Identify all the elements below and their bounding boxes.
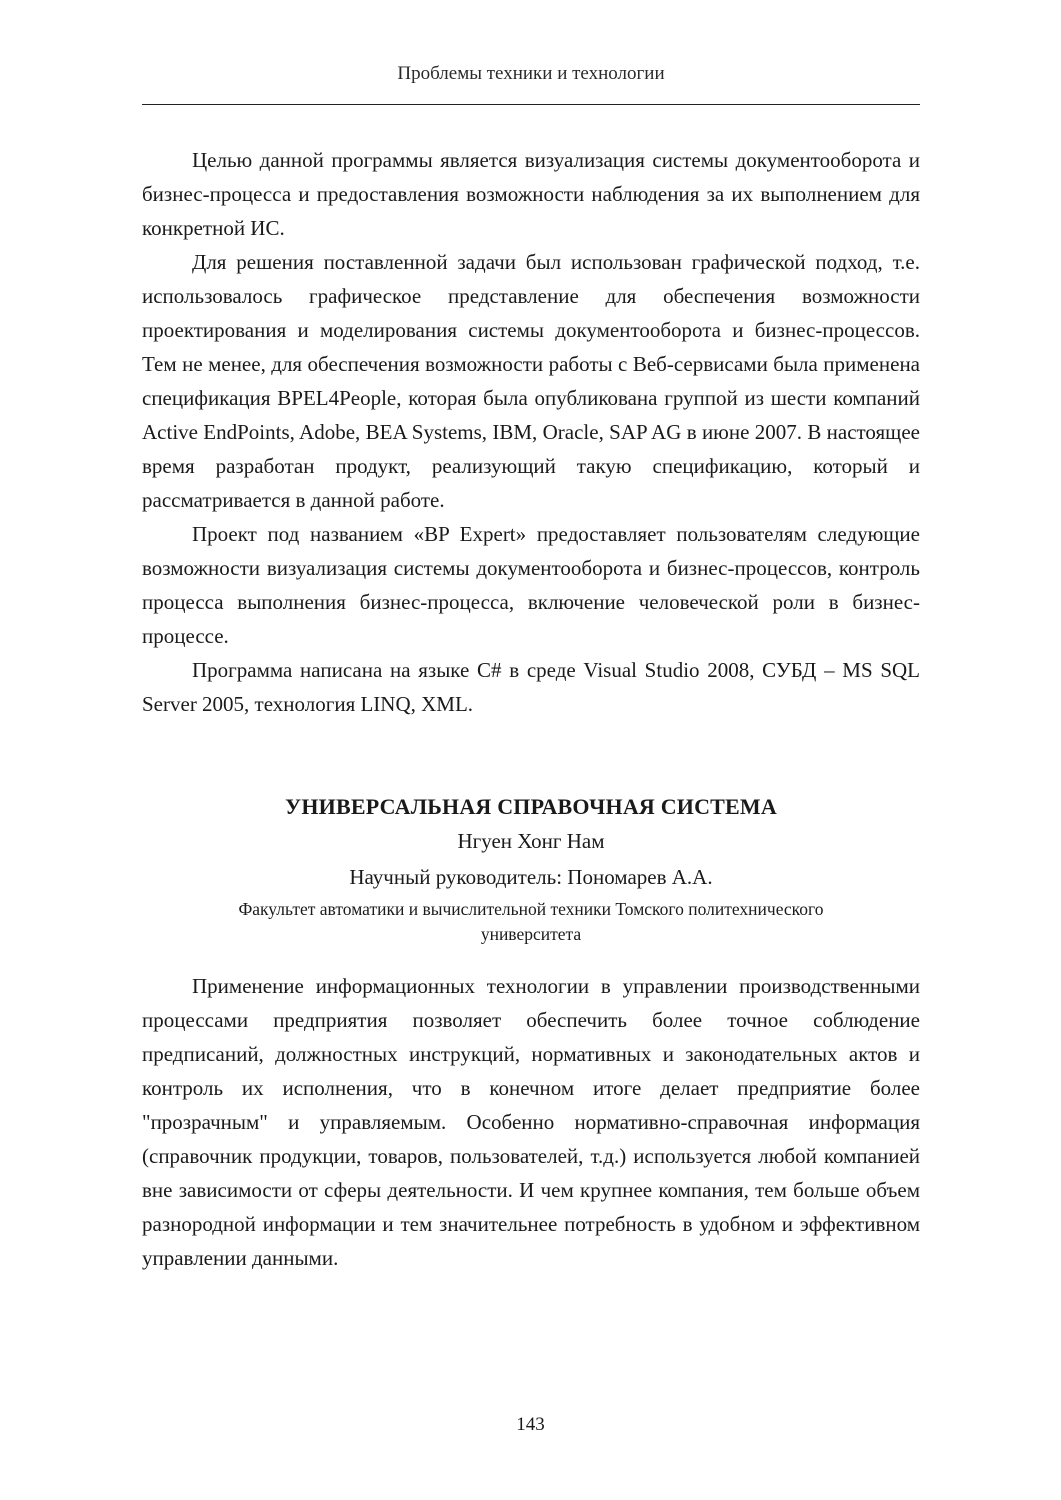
page-number: 143 [516,1414,545,1435]
body-paragraph: Программа написана на языке C# в среде Visual Studio 2008, СУБД – MS SQL Server 2005, технология LINQ, XML. [142,658,920,716]
article-supervisor: Научный руководитель: Пономарев А.А. [349,865,713,889]
header-divider [142,104,920,105]
article-body [142,969,920,1275]
body-paragraph: Целью данной программы является визуализация системы документооборота и бизнес-процесса и предоставления возможности наблюдения за их выполнением для конкретной ИС. [142,148,920,240]
article-title: УНИВЕРСАЛЬНАЯ СПРАВОЧНАЯ СИСТЕМА [284,794,777,819]
article-affiliation: Факультет автоматики и вычислительной техники Томского политехнического университета [238,899,824,944]
article-section [142,791,920,1275]
page-content [142,143,920,1275]
article-author: Нгуен Хонг Нам [457,829,605,853]
body-paragraph: Для решения поставленной задачи был использован графической подход, т.е. использовалось графическое представление для обеспечения возможности проектирования и моделирования системы документооборота и бизнес-процессов. Тем не менее, для обеспечения возможности работы с Веб-сервисами была применена спецификация BPEL4People, которая была опубликована группой из шести компаний Active EndPoints, Adobe, BEA Systems, IBM, Oracle, SAP AG в июне 2007. В настоящее время разработан продукт, реализующий такую спецификацию, который и рассматривается в данной работе. [142,250,920,512]
intro-section [142,143,920,721]
running-header: Проблемы техники и технологии [397,63,665,84]
body-paragraph: Применение информационных технологии в управлении производственными процессами предприятия позволяет обеспечить более точное соблюдение предписаний, должностных инструкций, нормативных и законодательных актов и контроль их исполнения, что в конечном итоге делает предприятие более "прозрачным" и управляемым. Особенно нормативно-справочная информация (справочник продукции, товаров, пользователей, т.д.) используется любой компанией вне зависимости от сферы деятельности. И чем крупнее компания, тем больше объем разнородной информации и тем значительнее потребность в удобном и эффективном управлении данными. [142,974,920,1270]
body-paragraph: Проект под названием «BP Expert» предоставляет пользователям следующие возможности визуализация системы документооборота и бизнес-процессов, контроль процесса выполнения бизнес-процесса, включение человеческой роли в бизнес-процессе. [142,522,920,648]
